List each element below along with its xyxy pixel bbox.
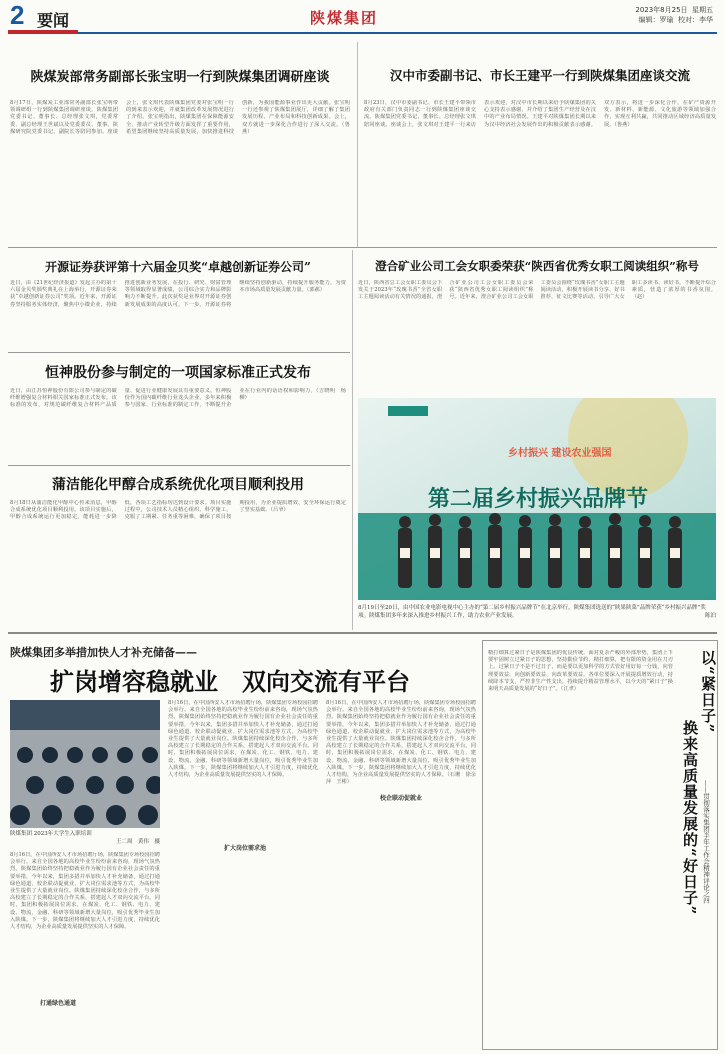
article-body <box>364 100 716 238</box>
article-subhead: 校企联动促就业 <box>376 793 426 802</box>
newspaper-brand: 陕煤集团 <box>310 9 379 27</box>
article-body <box>10 852 160 997</box>
article-body <box>10 280 346 348</box>
issue-weekday: 星期五 <box>692 6 713 14</box>
header-meta <box>635 5 713 25</box>
article-title: 澄合矿业公司工会女职委荣获“陕西省优秀女职工阅读组织”称号 <box>375 259 699 273</box>
commentary-subtitle: ——贯彻落实集团半年工作会精神评论之四 <box>702 780 710 904</box>
article-subhead: 扩大岗位需求池 <box>220 843 270 852</box>
article-title: 汉中市委副书记、市长王建平一行到陕煤集团座谈交流 <box>389 68 690 83</box>
header-rule <box>8 32 717 34</box>
article-text: 8月17日，陕煤炭工业部常务副部长张宝明带领调研组一行到陕煤集团调研座谈。陕煤集团党委书记、董事长、总经理张文琪，党委常委、副总经理王世斌以及党委委员、董事、陕煤研究院党委书记、副院长等陪同参加。座谈会上，张文琪代表陕煤集团党委对张宝明一行的到来表示欢迎，并就集团改革发展情况进行了介绍。张宝明指出，陕煤集团在保障能源安全、推动产业转型升级方面发挥了重要作用，希望集团继续坚持高质量发展，加快推进科技创新，为我国能源事业作出更大贡献。张宝明一行还参观了陕煤集团展厅，详细了解了集团发展历程、产业布局和科技创新成果。会上，双方就进一步深化合作进行了深入交流。 <box>10 100 350 135</box>
article-body <box>10 100 350 238</box>
article-byline: （赵） <box>631 294 648 301</box>
row-divider <box>8 465 350 466</box>
article-body <box>10 388 346 460</box>
article-kicker: 陕煤集团多举措加快人才补充储备—— <box>10 646 197 659</box>
article-text: 精打细算过紧日子是陕煤集团的优良传统。面对复杂严峻的外部形势，集团上下要牢固树立过紧日子的思想，坚持勤俭节约、精打细算，把有限的资金用在刀刃上。过紧日子不是不过日子，而是要以更加科学的方式管好用好每一分钱，向管理要效益、向创新要效益、向改革要效益。各单位要深入开展提质增效行动，持续降本节支，严控非生产性支出，持续提升精益管理水平，以今天的“紧日子”换来明天高质量发展的“好日子”。 <box>488 650 673 693</box>
article-byline: （吕爷） <box>270 507 289 514</box>
training-photo <box>10 700 160 828</box>
article-byline: （江聿） <box>560 686 579 693</box>
article-text: 8月23日，汉中市委副书记、市长王建平带领市政府有关部门负责同志一行到陕煤集团座谈交流。陕煤集团党委书记、董事长、总经理张文琪陪同座谈。座谈会上，张文琪对王建平一行来访表示欢迎，对汉中市长期以来给予陕煤集团的关心支持表示感谢，并介绍了集团生产经营及在汉中的产业布局情况。王建平对陕煤集团长期以来为汉中经济社会发展作出的积极贡献表示感谢。双方表示，将进一步深化合作，在矿产资源开发、新材料、新能源、文化旅游等领域加强合作，实现互利共赢，共同推动区域经济高质量发展。 <box>364 100 716 128</box>
issue-date: 2023年8月25日 <box>635 6 688 14</box>
row-divider <box>8 247 717 248</box>
article-subhead: 打通绿色通道 <box>40 1000 77 1007</box>
article-byline: （石珊 徐余萍 王彬） <box>326 772 476 786</box>
photo-caption <box>358 604 716 628</box>
commentary-body <box>488 650 673 1045</box>
article-text: 近日，由江苏恒神股份有限公司参与制定的碳纤维增强复合材料相关国家标准正式发布。该标准的发布，对规范碳纤维复合材料产品质量、促进行业健康发展具有重要意义。恒神股份作为国内碳纤维行业龙头企业，多年来积极参与国家、行业标准的制定工作，不断提升企业在行业内的话语权和影响力。 <box>10 388 316 409</box>
editor: 编辑：罗瑜 <box>638 16 674 24</box>
article-body <box>10 500 346 620</box>
commentary-title-line1: 以“紧日子” <box>699 650 717 734</box>
article-title: 蒲洁能化甲醇合成系统优化项目顺利投用 <box>52 477 304 493</box>
page-number: 2 <box>10 0 25 30</box>
article-text: 8月16日，在中国西安人才市场招聘厅场，陕煤集团专场校园招聘会举行。来自全国各地的高校毕业生纷纷前来咨询，现场气氛热烈。陕煤集团始终坚持把稳就业作为履行国有企业社会责任的重要举措，今年以来，集团多措并举加快人才补充储备，通过打通绿色通道、校企联动促就业、扩大岗位需求池等方式，为高校毕业生提供了大量就业岗位。陕煤集团持续深化校企合作，与多所高校建立了长期稳定的合作关系，搭建起人才双向交流平台。同时，集团积极拓展岗位需求，在煤炭、化工、钢铁、电力、建设、物流、金融、科研等领域新增大量岗位，吸引优秀毕业生加入陕煤。下一步，陕煤集团将继续加大人才引进力度，持续优化人才结构，为企业高质量发展提供坚实的人才保障。 <box>326 700 476 779</box>
photo-caption-text: 8月19日至20日，由中国农业电影电视中心主办的“第二届乡村振兴品牌节”在北京举行，陕煤集团选送的“陕果陕菜”品牌荣获“乡村振兴品牌”奖项。陕煤集团多年来深入推进乡村振兴工作，助力农业产业发展。 <box>358 605 706 619</box>
row-divider <box>8 352 350 353</box>
commentary-title-line2: 换来高质量发展的“好日子” <box>681 720 699 916</box>
column-divider <box>357 42 358 247</box>
article-body <box>168 700 318 1045</box>
article-text: 8月18日从蒲洁能化甲醇中心传来消息，甲醇合成系统优化项目顺利投用。该项目实施后，甲醇合成系统运行更加稳定，能耗进一步降低，各项工艺指标均达到设计要求。项目实施过程中，公司技术人员精心组织、科学施工，克服了工期紧、任务重等困难，确保了项目按期投用，为企业提质增效、安全环保运行奠定了坚实基础。 <box>10 500 346 521</box>
event-photo <box>358 398 716 600</box>
article-title: 陕煤炭部常务副部长张宝明一行到陕煤集团调研座谈 <box>30 70 330 85</box>
row-divider <box>8 632 717 634</box>
article-byline: （鲁燕） <box>242 121 350 135</box>
column-divider <box>352 250 353 630</box>
photo-caption <box>10 830 160 848</box>
article-byline: （鲁燕） <box>614 121 633 128</box>
banner-slogan: 乡村振兴 建设农业强国 <box>508 448 612 459</box>
training-photo-graphic <box>10 700 160 828</box>
article-body <box>326 700 476 1045</box>
article-byline: （郭郝） <box>306 287 325 294</box>
article-text: 8月16日，在中国西安人才市场招聘厅场，陕煤集团专场校园招聘会举行。来自全国各地的高校毕业生纷纷前来咨询，现场气氛热烈。陕煤集团始终坚持把稳就业作为履行国有企业社会责任的重要举措，今年以来，集团多措并举加快人才补充储备，通过打通绿色通道、校企联动促就业、扩大岗位需求池等方式，为高校毕业生提供了大量就业岗位。陕煤集团持续深化校企合作，与多所高校建立了长期稳定的合作关系，搭建起人才双向交流平台。同时，集团积极拓展岗位需求，在煤炭、化工、钢铁、电力、建设、物流、金融、科研等领域新增大量岗位，吸引优秀毕业生加入陕煤。下一步，陕煤集团将继续加大人才引进力度，持续优化人才结构，为企业高质量发展提供坚实的人才保障。 <box>168 700 318 779</box>
article-title: 开源证券获评第十六届金贝奖“卓越创新证券公司” <box>45 260 311 274</box>
section-title: 要闻 <box>37 11 70 30</box>
photo-credit: 王二周 黄伟 摄 <box>115 839 160 845</box>
article-text: 近日，由《21世纪经济报道》发起主办的第十六届金贝奖颁奖典礼在上海举行，开源证券荣获“卓越创新证券公司”奖项。近年来，开源证券坚持服务实体经济，聚焦中小微企业，持续推进创新业务发展，在投行、研究、财富管理等领域取得显著成绩，公司综合实力和品牌影响力不断提升。此次获奖是业界对开源证券创新发展成果的高度认可。下一步，开源证券将继续坚持创新驱动，持续提升服务能力，为资本市场高质量发展贡献力量。 <box>10 280 346 308</box>
proofreader: 校对：李华 <box>678 16 713 24</box>
article-title: 扩岗增容稳就业 双向交流有平台 <box>50 667 410 696</box>
article-text: 近日，陕西省总工会女职工委员会下发关于2023年“玫瑰书香”全省女职工主题阅读活动有关情况的通报，澄合矿业公司工会女职工委员会荣获“陕西省优秀女职工阅读组织”称号。近年来，澄合矿业公司工会女职工委员会围绕“玫瑰书香”女职工主题阅读活动，积极开展读书分享、好书推荐、征文比赛等活动，引导广大女职工多读书、读好书，不断提升综合素质，营造了浓厚的书香氛围。 <box>358 280 716 301</box>
article-title: 恒神股份参与制定的一项国家标准正式发布 <box>45 365 311 381</box>
header-accent <box>8 30 78 34</box>
photo-caption-text: 陕煤集团 2023年大学生入职培训 <box>10 831 92 837</box>
article-body <box>358 280 716 392</box>
article-byline: （吉晓明 杨柳） <box>239 388 346 402</box>
banner-title: 第二届乡村振兴品牌节 <box>427 487 648 512</box>
photo-credit: 陈泊 <box>704 613 716 619</box>
article-text: 8月16日，在中国西安人才市场招聘厅场，陕煤集团专场校园招聘会举行。来自全国各地的高校毕业生纷纷前来咨询，现场气氛热烈。陕煤集团始终坚持把稳就业作为履行国有企业社会责任的重要举措，今年以来，集团多措并举加快人才补充储备，通过打通绿色通道、校企联动促就业、扩大岗位需求池等方式，为高校毕业生提供了大量就业岗位。陕煤集团持续深化校企合作，与多所高校建立了长期稳定的合作关系，搭建起人才双向交流平台。同时，集团积极拓展岗位需求，在煤炭、化工、钢铁、电力、建设、物流、金融、科研等领域新增大量岗位，吸引优秀毕业生加入陕煤。下一步，陕煤集团将继续加大人才引进力度，持续优化人才结构，为企业高质量发展提供坚实的人才保障。 <box>10 852 160 931</box>
